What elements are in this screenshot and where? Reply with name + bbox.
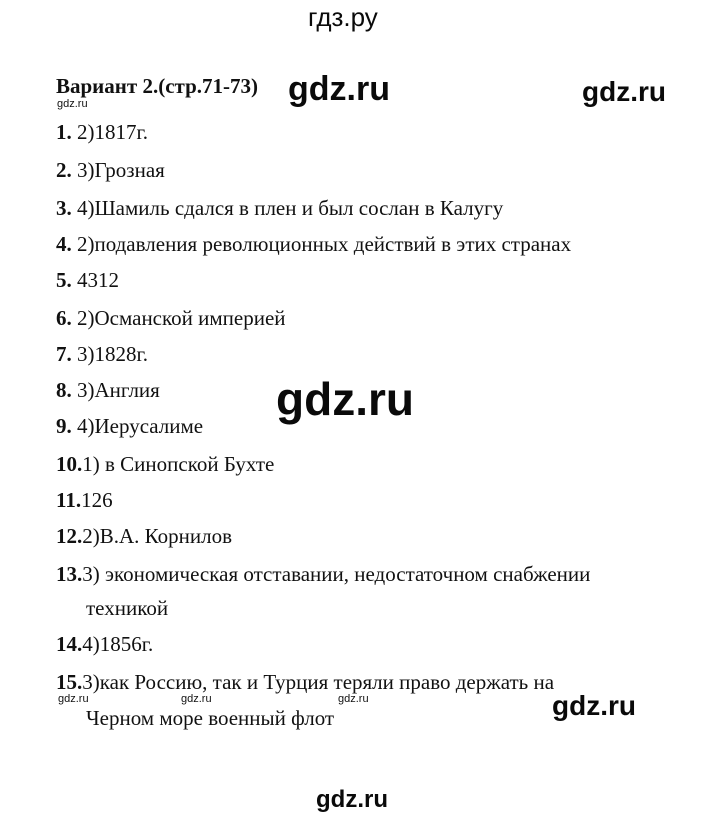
watermark-footer: gdz.ru: [316, 786, 388, 813]
answer-continuation: Черном море военный флот: [86, 706, 335, 730]
answer-item: 10.1) в Синопской Бухте: [56, 452, 275, 476]
answer-item: 5. 4312: [56, 268, 119, 292]
answer-item: 12.2)В.А. Корнилов: [56, 524, 232, 548]
answer-continuation: техникой: [86, 596, 169, 620]
answer-item: 15.3)как Россию, так и Турция теряли право держать на: [56, 670, 555, 694]
answer-item: 2. 3)Грозная: [56, 158, 165, 182]
watermark-small: gdz.ru: [338, 693, 369, 705]
answer-item: 4. 2)подавления революционных действий в этих странах: [56, 232, 572, 256]
answer-item: 9. 4)Иерусалиме: [56, 414, 204, 438]
watermark-large: gdz.ru: [582, 76, 666, 107]
watermark-small: gdz.ru: [181, 693, 212, 705]
watermark-large: gdz.ru: [552, 690, 636, 721]
answer-item: 6. 2)Османской империей: [56, 306, 286, 330]
page-title: Вариант 2.(стр.71-73): [56, 74, 259, 98]
answer-item: 7. 3)1828г.: [56, 342, 148, 366]
answer-item: 13.3) экономическая отставании, недостаточном снабжении: [56, 562, 591, 586]
watermark-small: gdz.ru: [58, 693, 89, 705]
answer-item: 14.4)1856г.: [56, 632, 154, 656]
watermark-large: gdz.ru: [276, 373, 414, 425]
answer-item: 1. 2)1817г.: [56, 120, 148, 144]
answer-item: 11.126: [56, 488, 113, 512]
watermark-small: gdz.ru: [57, 98, 88, 110]
answer-item: 8. 3)Англия: [56, 378, 160, 402]
answer-item: 3. 4)Шамиль сдался в плен и был сослан в Калугу: [56, 196, 504, 220]
watermark-large: gdz.ru: [288, 70, 390, 108]
site-header: гдз.ру: [308, 2, 378, 32]
